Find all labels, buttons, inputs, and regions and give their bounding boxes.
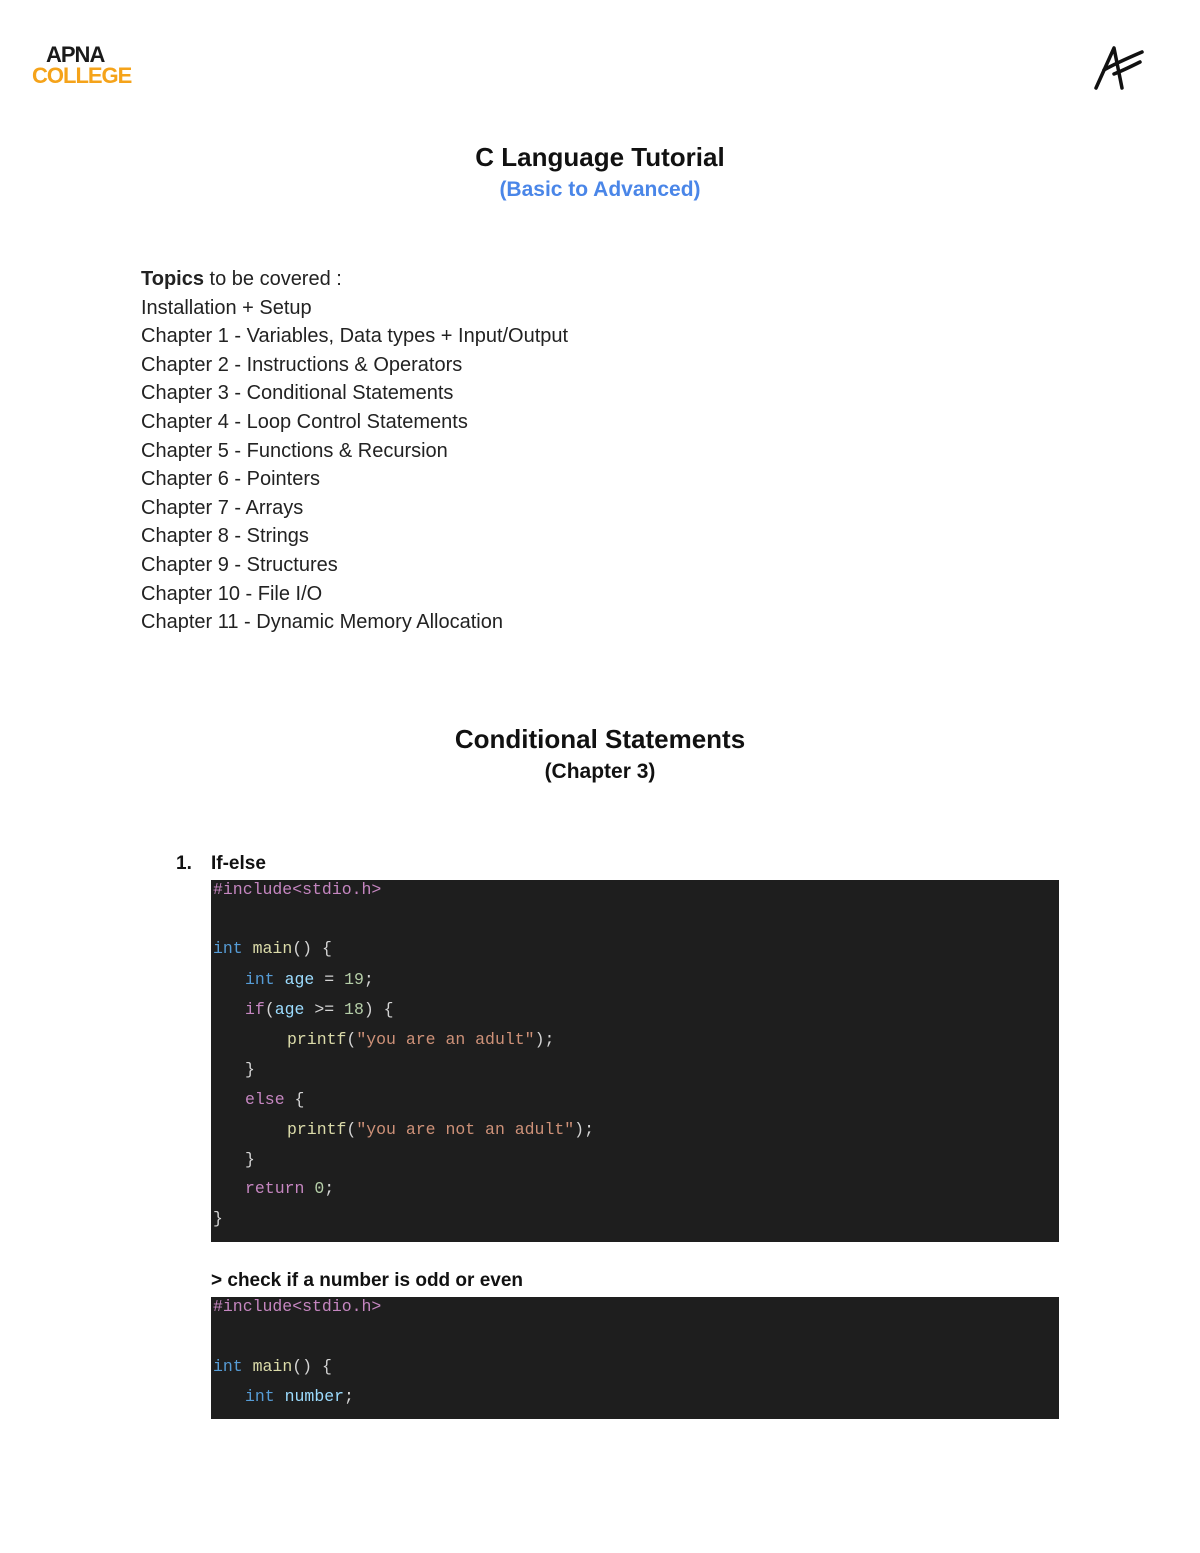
code-token: ; — [363, 970, 374, 989]
code-line — [213, 939, 332, 958]
code-line — [245, 970, 374, 989]
code-block-if-else — [211, 880, 1059, 1242]
code-line — [245, 1090, 304, 1109]
topics-heading — [141, 265, 568, 294]
code-line — [213, 1357, 332, 1376]
section-title: Conditional Statements — [454, 724, 746, 754]
code-token: ( — [264, 1000, 275, 1019]
code-token: age — [284, 970, 315, 989]
code-token: main — [252, 1357, 293, 1376]
code-line — [213, 880, 381, 899]
code-token: printf — [287, 1120, 347, 1139]
code-token: int — [245, 970, 275, 989]
code-token: if — [245, 1000, 265, 1019]
code-token: 19 — [344, 970, 364, 989]
code-token: 18 — [344, 1000, 364, 1019]
topic-item: Chapter 11 - Dynamic Memory Allocation — [141, 611, 503, 634]
code-token: else — [245, 1090, 285, 1109]
topic-item: Chapter 6 - Pointers — [141, 468, 320, 491]
code-line — [213, 1297, 381, 1316]
code-line — [245, 1179, 334, 1198]
code-token: ( — [346, 1030, 357, 1049]
code-token: } — [245, 1060, 255, 1079]
code-line — [245, 1060, 255, 1079]
code-token: ; — [324, 1179, 335, 1198]
code-token: age — [274, 1000, 305, 1019]
code-token: } — [213, 1209, 223, 1228]
list-number: 1. — [176, 853, 192, 874]
code-token: printf — [287, 1030, 347, 1049]
section-subtitle: (Chapter 3) — [544, 760, 656, 783]
code-token: number — [284, 1387, 345, 1406]
code-token: main — [252, 939, 293, 958]
logo-line2: COLLEGE — [32, 63, 132, 88]
code-token: int — [213, 939, 243, 958]
code-token: } — [245, 1150, 255, 1169]
code-token: "you are not an adult" — [356, 1120, 575, 1139]
code-token: ); — [534, 1030, 555, 1049]
code-line — [213, 1209, 223, 1228]
topic-item: Chapter 10 - File I/O — [141, 582, 323, 605]
code-token: 0 — [314, 1179, 325, 1198]
topic-item: Chapter 9 - Structures — [141, 553, 338, 576]
brand-mark-icon — [1092, 44, 1146, 92]
code-token: #include<stdio.h> — [213, 1297, 382, 1316]
topic-item: Chapter 2 - Instructions & Operators — [141, 353, 463, 376]
code-token: { — [284, 1090, 305, 1109]
code-line — [287, 1120, 594, 1139]
code-token: = — [314, 970, 345, 989]
code-block-odd-even — [211, 1297, 1059, 1419]
topics-label-rest: to be covered : — [203, 268, 342, 290]
sub-heading: > check if a number is odd or even — [211, 1270, 524, 1291]
topic-item: Chapter 5 - Functions & Recursion — [141, 439, 448, 462]
code-token: return — [245, 1179, 305, 1198]
topic-item: Chapter 4 - Loop Control Statements — [141, 410, 468, 433]
code-token: ); — [574, 1120, 594, 1139]
code-line — [245, 1150, 255, 1169]
logo-line1: APNA — [46, 42, 105, 67]
code-token: >= — [304, 1000, 345, 1019]
topic-item: Chapter 3 - Conditional Statements — [141, 382, 454, 405]
topic-item: Chapter 7 - Arrays — [141, 496, 304, 519]
code-token: #include<stdio.h> — [213, 880, 382, 899]
code-line — [287, 1030, 554, 1049]
code-token: "you are an adult" — [356, 1030, 535, 1049]
topic-item: Installation + Setup — [141, 296, 312, 319]
topic-item: Chapter 1 - Variables, Data types + Input/Output — [141, 325, 569, 348]
code-line — [245, 1000, 394, 1019]
code-token: () { — [292, 1357, 332, 1376]
page-subtitle: (Basic to Advanced) — [499, 178, 701, 201]
topics-label-bold: Topics — [141, 268, 204, 290]
code-token: ( — [346, 1120, 357, 1139]
item-title: If-else — [211, 853, 266, 874]
code-token: ) { — [363, 1000, 394, 1019]
topic-item: Chapter 8 - Strings — [141, 525, 309, 548]
page-title: C Language Tutorial — [475, 142, 725, 172]
topics-list — [141, 265, 568, 637]
apna-college-logo — [32, 44, 131, 86]
code-token: ; — [344, 1387, 354, 1406]
code-token: int — [245, 1387, 275, 1406]
code-line — [245, 1387, 354, 1406]
code-token: () { — [292, 939, 332, 958]
code-token: int — [213, 1357, 243, 1376]
